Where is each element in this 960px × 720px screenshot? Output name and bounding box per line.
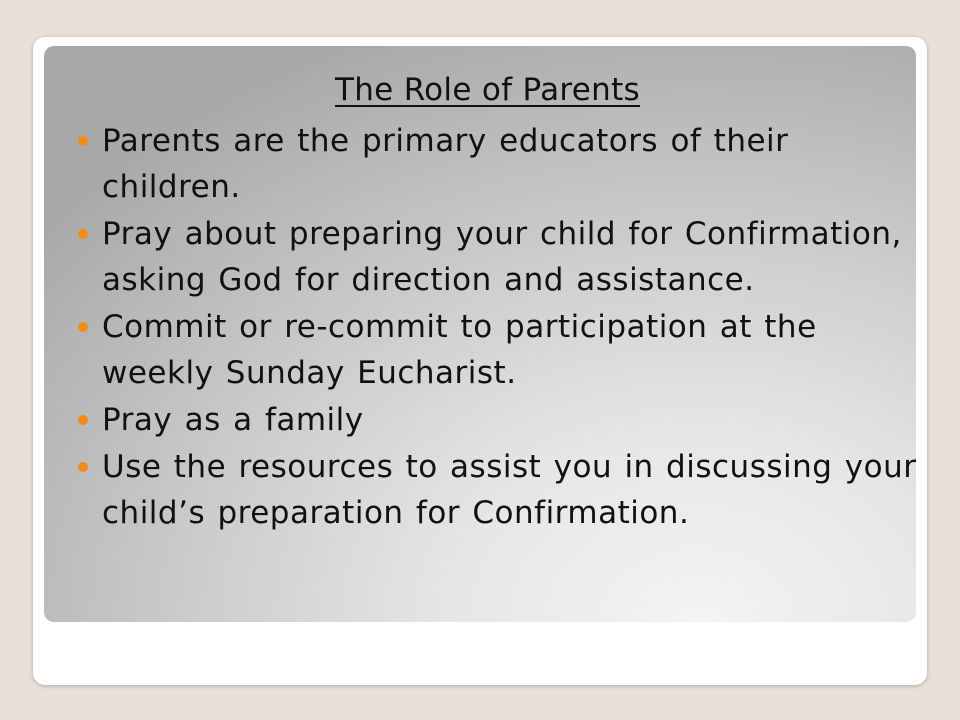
bullet-list <box>102 118 917 537</box>
bullet-item <box>102 211 917 303</box>
bullet-item <box>102 118 917 210</box>
bullet-dot-icon <box>78 462 88 472</box>
bullet-text: Parents are the primary educators of their children. <box>102 123 789 205</box>
bullet-text: Pray about preparing your child for Confirmation, asking God for direction and assistance. <box>102 216 902 298</box>
bullet-item <box>102 444 917 536</box>
bullet-dot-icon <box>78 322 88 332</box>
slide-title: The Role of Parents <box>335 72 640 108</box>
bullet-item <box>102 304 917 396</box>
bullet-text: Commit or re-commit to participation at the weekly Sunday Eucharist. <box>102 309 817 391</box>
bullet-dot-icon <box>78 229 88 239</box>
bullet-item <box>102 397 917 443</box>
bullet-dot-icon <box>78 415 88 425</box>
bullet-text: Pray as a family <box>102 402 364 438</box>
bullet-dot-icon <box>78 136 88 146</box>
bullet-text: Use the resources to assist you in discussing your child’s preparation for Confirmation. <box>102 449 917 531</box>
